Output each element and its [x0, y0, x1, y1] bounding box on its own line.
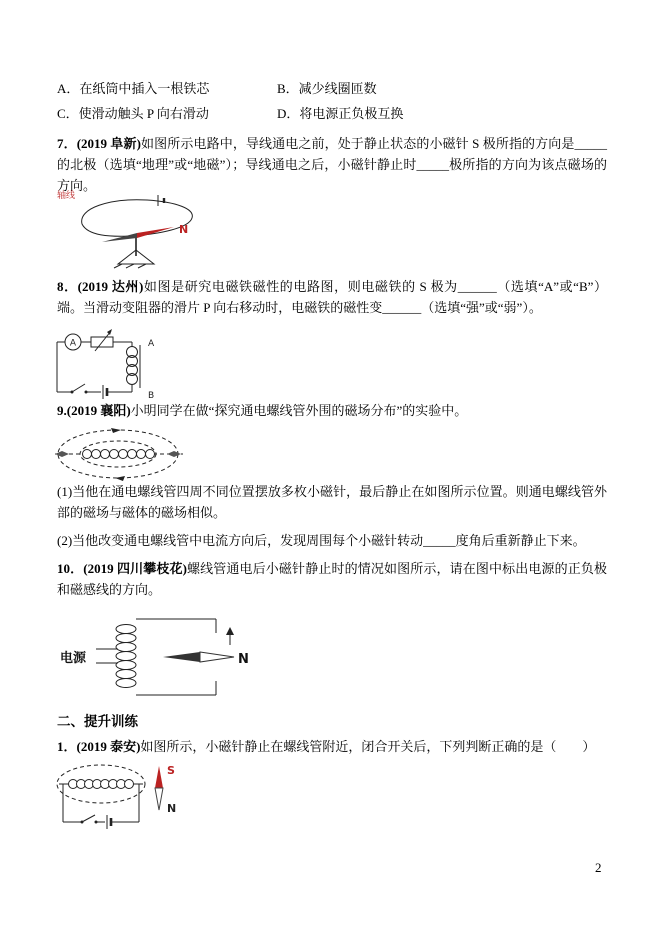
t1-needle-s-label: S	[167, 764, 175, 777]
q10-up-arrow	[226, 627, 234, 635]
training-question-1-text: 如图所示，小磁针静止在螺线管附近，闭合开关后，下列判断正确的是（ ）	[140, 739, 596, 754]
t1-needle-n-half	[155, 788, 163, 810]
q9-compass-needle-right	[167, 451, 181, 457]
q9-compass-needle-left	[55, 451, 69, 457]
option-b: B．减少线圈匝数	[277, 81, 377, 96]
q8-ammeter-label: A	[69, 338, 77, 349]
q10-needle-south-half	[163, 652, 200, 662]
q10-needle-north-half	[200, 652, 234, 662]
q10-needle-n-label: N	[238, 652, 249, 667]
question-7-number: 7．(2019 阜新)	[57, 136, 141, 151]
question-7-text: 如图所示电路中，导线通电之前，处于静止状态的小磁针 S 极所指的方向是_____的北极（选填“地理”或“地磁”）；导线通电之后，小磁针静止时_____极所指的方向为该点磁场的方向。	[57, 136, 607, 193]
figure-q9	[53, 427, 188, 482]
question-9-part1: (1)当他在通电螺线管四周不同位置摆放多枚小磁针，最后静止在如图所示位置。则通电螺线管外部的磁场与磁体的磁场相似。	[57, 484, 607, 520]
q8-coil-end-b-label: B	[148, 391, 155, 401]
page-number: 2	[595, 860, 602, 875]
options-row-1	[57, 78, 607, 99]
question-10-text: 螺线管通电后小磁针静止时的情况如图所示，请在图中标出电源的正负极和磁感线的方向。	[57, 561, 607, 597]
t1-needle-n-label: N	[167, 802, 177, 815]
t1-needle-s-half	[155, 766, 163, 788]
figure-t1	[55, 762, 185, 847]
section-2-heading: 二、提升训练	[57, 714, 138, 729]
q7-circuit-compass-diagram	[52, 186, 217, 271]
question-10-number: 10．(2019 四川攀枝花)	[57, 561, 187, 576]
training-question-1	[57, 736, 607, 757]
question-8-number: 8．(2019 达州)	[57, 279, 144, 294]
option-d: D．将电源正负极互换	[277, 106, 404, 121]
question-8-text: 如图是研究电磁铁磁性的电路图，则电磁铁的 S 极为______（选填“A”或“B”）端。当滑动变阻器的滑片 P 向右移动时，电磁铁的磁性变______（选填“强”或“弱”）。	[57, 279, 607, 315]
q7-needle-south-half	[102, 233, 137, 242]
option-c: C．使滑动触头 P 向右滑动	[57, 106, 209, 121]
question-10	[57, 558, 607, 600]
figure-q10	[58, 605, 258, 700]
option-a: A．在纸筒中插入一根铁芯	[57, 81, 210, 96]
t1-solenoid-compass-circuit-diagram	[55, 762, 185, 847]
q10-power-solenoid-compass-diagram	[58, 605, 258, 700]
question-9-text: 小明同学在做“探究通电螺线管外围的磁场分布”的实验中。	[130, 403, 468, 418]
figure-q8	[53, 328, 168, 406]
training-question-1-number: 1．(2019 泰安)	[57, 739, 141, 754]
q7-needle-n-label: N	[179, 223, 189, 236]
q7-needle-north-half	[137, 227, 174, 238]
q10-power-source-label: 电源	[60, 651, 87, 666]
q8-electromagnet-circuit-diagram	[53, 328, 168, 406]
question-9-number: 9.(2019 襄阳)	[57, 403, 131, 418]
options-row-2	[57, 103, 607, 124]
question-8	[57, 276, 607, 318]
figure-q7	[52, 186, 217, 271]
q7-axis-label: 轴线	[57, 191, 76, 201]
q9-solenoid-field-lines-diagram	[53, 427, 188, 482]
q9-field-arrow-top	[111, 428, 121, 433]
q8-coil-end-a-label: A	[148, 339, 155, 349]
question-9	[57, 400, 607, 421]
question-9-part2: (2)当他改变通电螺线管中电流方向后，发现周围每个小磁针转动_____度角后重新静止下来。	[57, 533, 586, 548]
